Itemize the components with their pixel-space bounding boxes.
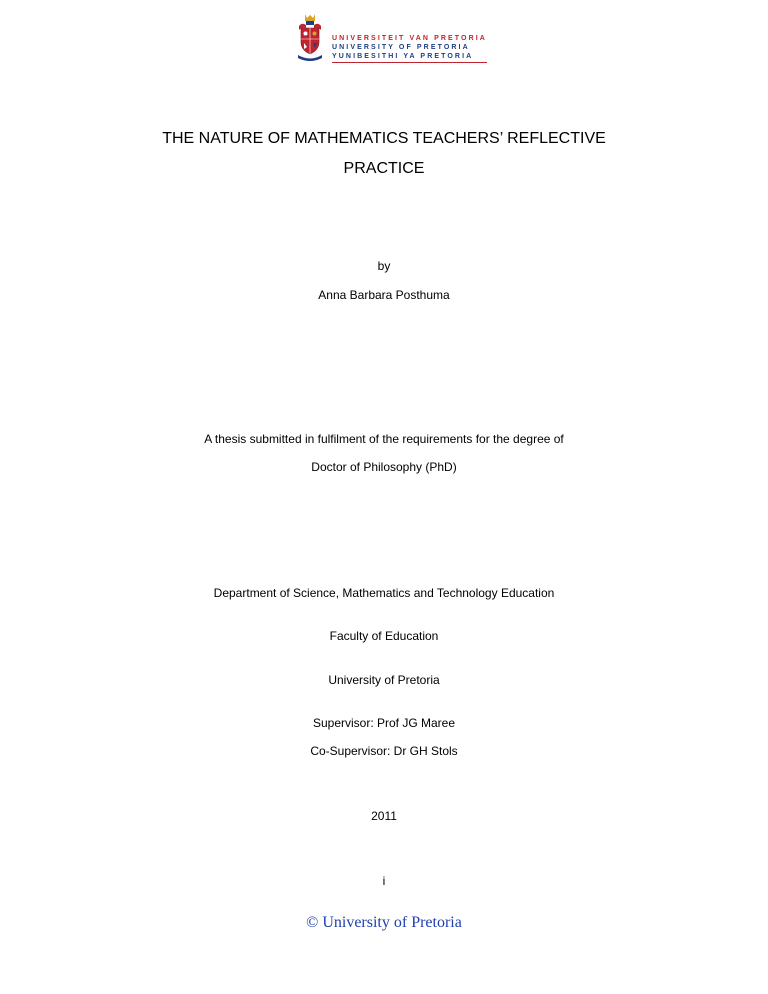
university-name-block <box>332 34 487 63</box>
author-name: Anna Barbara Posthuma <box>318 288 450 302</box>
by-label: by <box>377 259 391 273</box>
copyright-footer: © University of Pretoria <box>306 914 462 931</box>
degree-name: Doctor of Philosophy (PhD) <box>311 460 457 474</box>
supervisor: Supervisor: Prof JG Maree <box>312 716 456 730</box>
university-crest-icon <box>296 12 324 62</box>
thesis-statement: A thesis submitted in fulfilment of the requirements for the degree of <box>204 432 564 446</box>
thesis-title <box>0 126 768 181</box>
department-name: Department of Science, Mathematics and Technology Education <box>213 586 555 600</box>
logo-text-afrikaans: UNIVERSITEIT VAN PRETORIA <box>332 35 487 42</box>
thesis-title-line-1: THE NATURE OF MATHEMATICS TEACHERS’ REFLECTIVE <box>162 130 606 147</box>
page-number: i <box>382 874 386 888</box>
university-name: University of Pretoria <box>328 673 440 687</box>
logo-text-sepedi: YUNIBESITHI YA PRETORIA <box>332 52 487 63</box>
faculty-name: Faculty of Education <box>329 629 439 643</box>
university-logo <box>296 12 487 62</box>
logo-text-english: UNIVERSITY OF PRETORIA <box>332 44 470 51</box>
thesis-title-line-2: PRACTICE <box>343 160 425 177</box>
co-supervisor: Co-Supervisor: Dr GH Stols <box>310 744 458 758</box>
submission-year: 2011 <box>371 809 397 823</box>
